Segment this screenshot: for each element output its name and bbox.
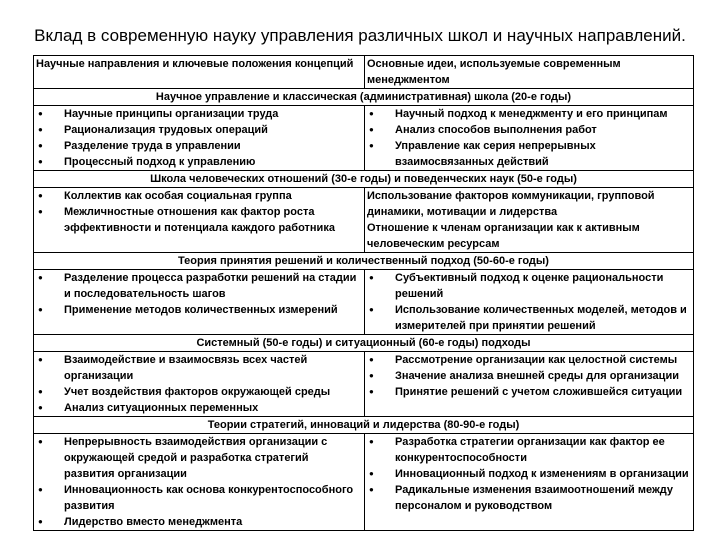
list-item: ● Непрерывность взаимодействия организации с окружающей средой и разработка стратегий развития организации [36, 434, 362, 482]
section-title-row [34, 253, 694, 270]
header-left: Научные направления и ключевые положения концепций [34, 56, 365, 89]
header-right: Основные идеи, используемые современным менеджментом [365, 56, 694, 89]
right-list [367, 106, 691, 170]
list-item: Использование факторов коммуникации, групповой динамики, мотивации и лидерства [367, 190, 655, 218]
section-title: Системный (50-е годы) и ситуационный (60-е годы) подходы [34, 335, 694, 352]
list-item: ● Научный подход к менеджменту и его принципам [367, 106, 691, 122]
section-title: Школа человеческих отношений (30-е годы) и поведенческих наук (50-е годы) [34, 171, 694, 188]
left-list [36, 270, 362, 318]
list-item: ● Анализ способов выполнения работ [367, 122, 691, 138]
list-item: ● Процессный подход к управлению [36, 154, 362, 170]
list-item: ● Радикальные изменения взаимоотношений между персоналом и руководством [367, 482, 691, 514]
right-list [367, 434, 691, 514]
section-title-row [34, 335, 694, 352]
table-row [34, 270, 694, 335]
document-title: Вклад в современную науку управления различных школ и научных направлений. [34, 26, 686, 45]
list-item: ● Инновационный подход к изменениям в организации [367, 466, 691, 482]
list-item: ● Рассмотрение организации как целостной системы [367, 352, 691, 368]
list-item: ● Принятие решений с учетом сложившейся ситуации [367, 384, 691, 400]
left-list [36, 352, 362, 416]
section-title-row [34, 89, 694, 106]
table-header-row [34, 56, 694, 89]
list-item: ● Научные принципы организации труда [36, 106, 362, 122]
section-title: Теория принятия решений и количественный подход (50-60-е годы) [34, 253, 694, 270]
list-item: ● Анализ ситуационных переменных [36, 400, 362, 416]
list-item: ● Рационализация трудовых операций [36, 122, 362, 138]
list-item: ● Учет воздействия факторов окружающей среды [36, 384, 362, 400]
schools-table [33, 55, 694, 531]
list-item: ● Межличностные отношения как фактор роста эффективности и потенциала каждого работника [36, 204, 362, 236]
table-row [34, 188, 694, 253]
section-title: Теории стратегий, инноваций и лидерства (80-90-е годы) [34, 417, 694, 434]
section-title-row [34, 417, 694, 434]
list-item: ● Разделение труда в управлении [36, 138, 362, 154]
list-item: ● Управление как серия непрерывных взаимосвязанных действий [367, 138, 691, 170]
table-row [34, 106, 694, 171]
list-item: ● Коллектив как особая социальная группа [36, 188, 362, 204]
section-title: Научное управление и классическая (административная) школа (20-е годы) [34, 89, 694, 106]
table-row [34, 434, 694, 531]
list-item: Отношение к членам организации как к активным человеческим ресурсам [367, 222, 640, 250]
list-item: ● Разработка стратегии организации как фактор ее конкурентоспособности [367, 434, 691, 466]
list-item: ● Лидерство вместо менеджмента [36, 514, 362, 530]
list-item: ● Инновационность как основа конкурентоспособного развития [36, 482, 362, 514]
section-title-row [34, 171, 694, 188]
list-item: ● Использование количественных моделей, методов и измерителей при принятии решений [367, 302, 691, 334]
list-item: ● Значение анализа внешней среды для организации [367, 368, 691, 384]
list-item: ● Применение методов количественных измерений [36, 302, 362, 318]
left-list [36, 188, 362, 236]
right-list [367, 270, 691, 334]
left-list [36, 106, 362, 170]
table-row [34, 352, 694, 417]
left-list [36, 434, 362, 530]
list-item: ● Разделение процесса разработки решений на стадии и последовательность шагов [36, 270, 362, 302]
right-list [367, 352, 691, 400]
list-item: ● Взаимодействие и взаимосвязь всех частей организации [36, 352, 362, 384]
list-item: ● Субъективный подход к оценке рациональности решений [367, 270, 691, 302]
